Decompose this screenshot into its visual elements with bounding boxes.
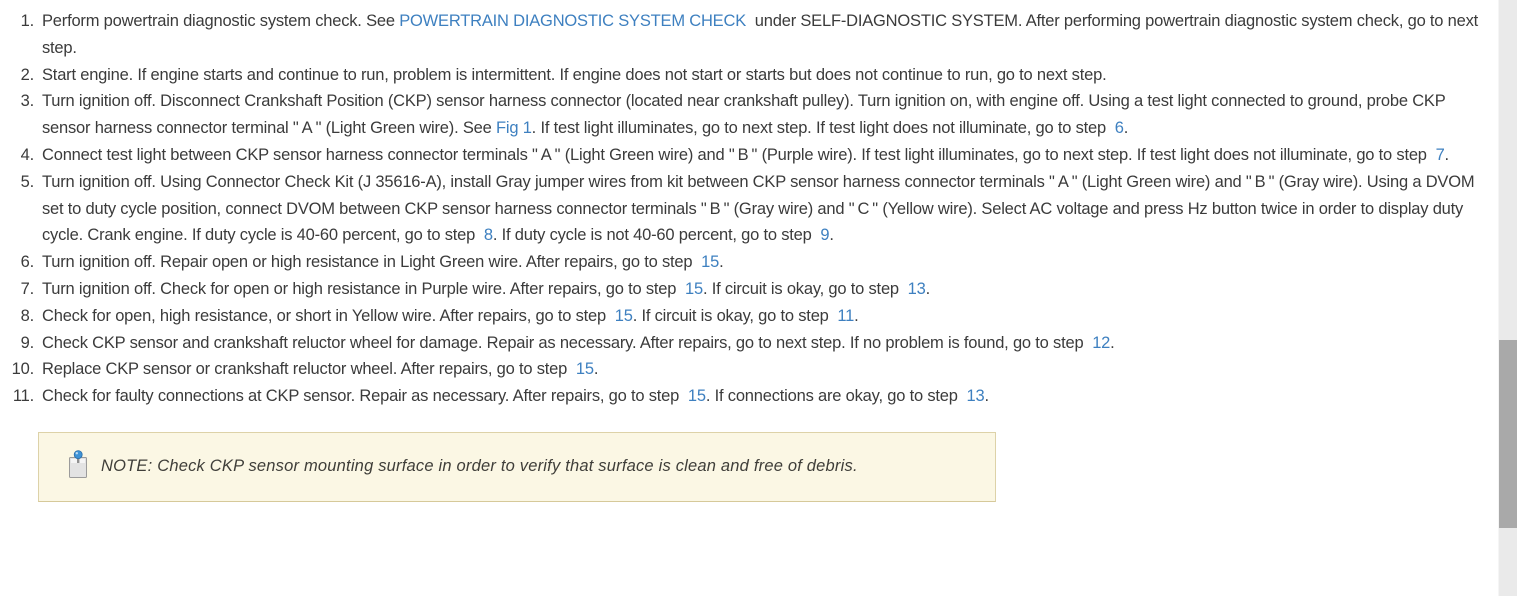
step-number: 8. [20,306,34,325]
note-clipboard-pin-icon [67,450,89,485]
step-text: Replace CKP sensor or crankshaft reluctor wheel. After repairs, go to step 15. [42,360,599,379]
procedure-step [4,356,1482,383]
step-text: Start engine. If engine starts and continue to run, problem is intermittent. If engine does not start or starts but does not continue to run, go to next step. [42,65,1107,84]
step-6-link[interactable]: 6 [1114,119,1124,138]
step-text: Perform powertrain diagnostic system check. See POWERTRAIN DIAGNOSTIC SYSTEM CHECK under SELF-DIAGNOSTIC SYSTEM. After performing powertrain diagnostic system check, go to next step. [42,12,1479,57]
step-8-link[interactable]: 8 [483,226,493,245]
step-number: 4. [20,145,34,164]
step-15-link[interactable]: 15 [687,387,706,406]
step-number: 7. [20,279,34,298]
step-11-link[interactable]: 11 [837,306,855,325]
step-15-link[interactable]: 15 [701,253,720,272]
procedure-step [4,88,1482,142]
fig-1-link[interactable]: Fig 1 [495,119,532,138]
step-number: 2. [20,65,34,84]
vertical-scrollbar-track[interactable] [1498,0,1517,596]
step-text: Turn ignition off. Repair open or high resistance in Light Green wire. After repairs, go to step 15. [42,253,724,272]
step-text: Turn ignition off. Check for open or high resistance in Purple wire. After repairs, go to step 15. If circuit is okay, go to step 13. [42,279,931,298]
step-13-link[interactable]: 13 [907,279,926,298]
step-number: 11. [12,387,34,406]
step-text: Connect test light between CKP sensor harness connector terminals " A " (Light Green wire) and " B " (Purple wire). If test light illuminates, go to next step. If test light does not illuminate, go to step 7. [42,145,1449,164]
procedure-step [4,169,1482,249]
procedure-step [4,142,1482,169]
step-number: 3. [20,92,34,111]
procedure-step [4,276,1482,303]
step-number: 10. [11,360,34,379]
step-7-link[interactable]: 7 [1435,145,1445,164]
document-page [4,8,1482,502]
step-number: 1. [20,12,34,30]
note-box [38,432,996,502]
procedure-step [4,249,1482,276]
step-text: Turn ignition off. Using Connector Check Kit (J 35616-A), install Gray jumper wires from kit between CKP sensor harness connector terminals " A " (Light Green wire) and " B " (Gray wire). Using a DVOM set to duty cycle position, connect DVOM between CKP sensor harness connector terminals " B " (Gray wire) and " C " (Yellow wire). Select AC voltage and press Hz button twice in order to display duty cycle. Crank engine. If duty cycle is 40-60 percent, go to step 8. If duty cycle is not 40-60 percent, go to step 9. [42,172,1475,245]
step-text: Turn ignition off. Disconnect Crankshaft Position (CKP) sensor harness connector (located near crankshaft pulley). Turn ignition on, with engine off. Using a test light connected to ground, probe CKP sensor harness connector terminal " A " (Light Green wire). See Fig 1. If test light illuminates, go to next step. If test light does not illuminate, go to step 6. [42,92,1446,138]
step-9-link[interactable]: 9 [820,226,830,245]
procedure-step [4,303,1482,330]
step-15-link[interactable]: 15 [614,306,633,325]
step-text: Check for faulty connections at CKP sensor. Repair as necessary. After repairs, go to step 15. If connections are okay, go to step 13. [42,387,989,406]
step-12-link[interactable]: 12 [1092,333,1111,352]
step-text: Check for open, high resistance, or short in Yellow wire. After repairs, go to step 15. If circuit is okay, go to step 11. [42,306,859,325]
procedure-steps [4,8,1482,410]
step-13-link[interactable]: 13 [966,387,985,406]
note-text: NOTE: Check CKP sensor mounting surface in order to verify that surface is clean and free of debris. [101,457,858,476]
step-15-link[interactable]: 15 [684,279,703,298]
step-15-link[interactable]: 15 [575,360,594,379]
powertrain-diagnostic-system-check-link[interactable]: POWERTRAIN DIAGNOSTIC SYSTEM CHECK [399,12,747,30]
step-number: 9. [20,333,34,352]
step-text: Check CKP sensor and crankshaft reluctor wheel for damage. Repair as necessary. After repairs, go to next step. If no problem is found, go to step 12. [42,333,1115,352]
procedure-step [4,8,1482,62]
procedure-step [4,383,1482,410]
step-number: 5. [20,172,34,191]
procedure-step [4,62,1482,89]
procedure-step [4,330,1482,357]
step-number: 6. [20,253,34,272]
vertical-scrollbar-thumb[interactable] [1499,340,1517,528]
